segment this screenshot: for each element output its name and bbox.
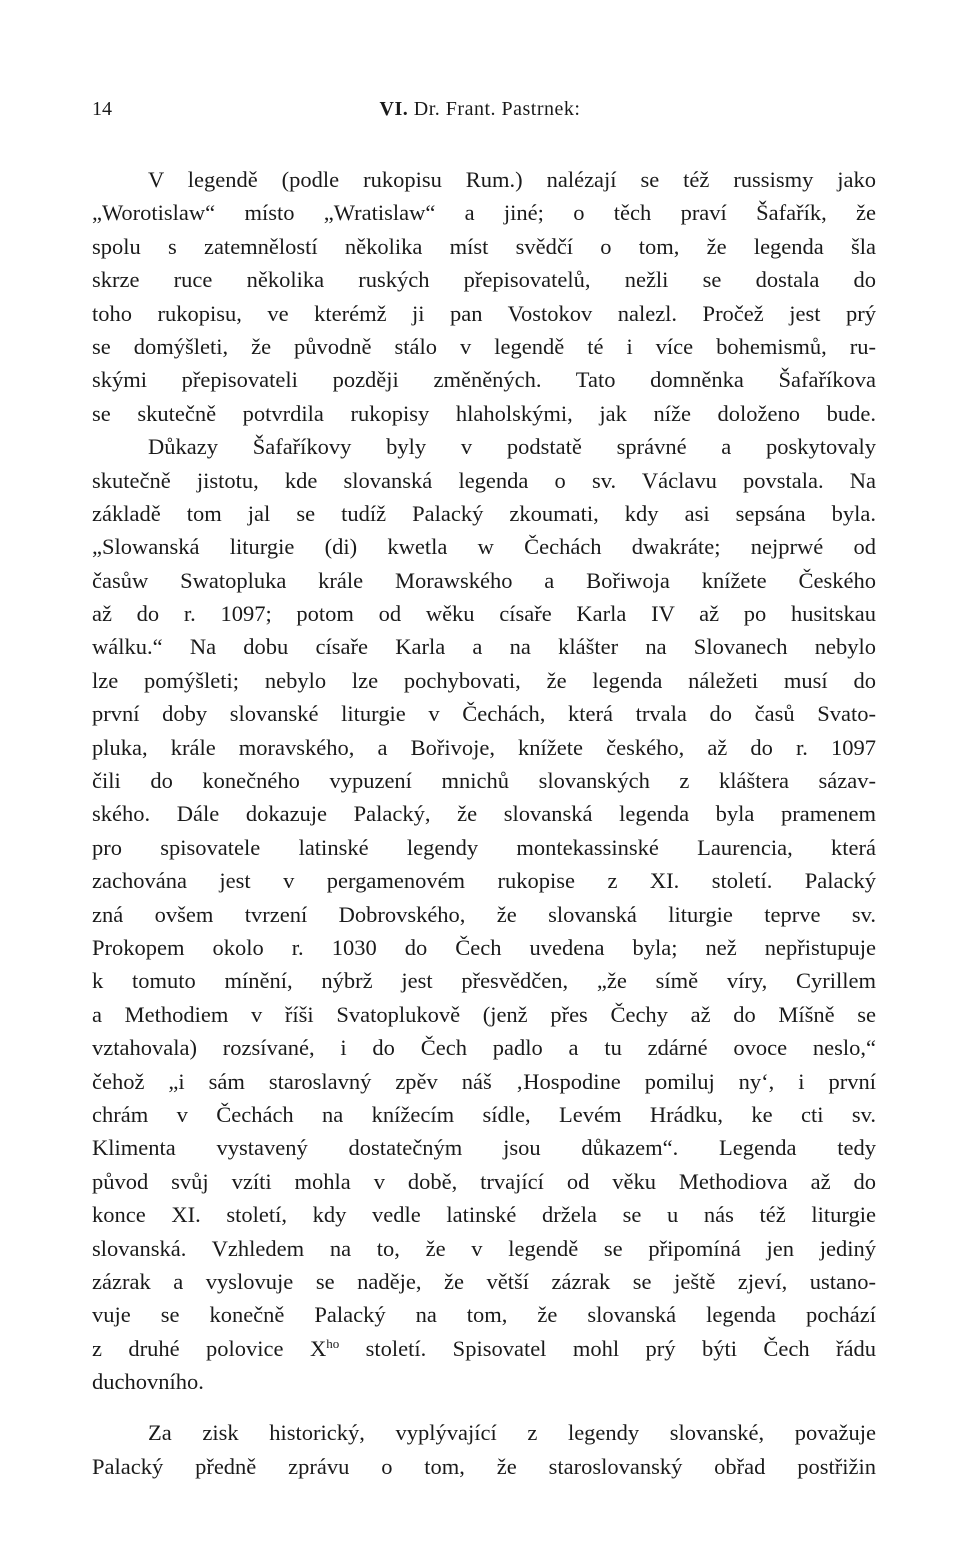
text-line: Palacký předně zprávu o tom, že staroslovanský obřad postřižin bbox=[92, 1453, 876, 1479]
text-line: skrze ruce několika ruských přepisovatelů, nežli se dostala do bbox=[92, 267, 876, 293]
text-line: Za zisk historický, vyplývající z legendy slovanské, považuje bbox=[148, 1420, 876, 1446]
text-line: ského. Dále dokazuje Palacký, že slovanská legenda byla pramenem bbox=[92, 801, 876, 827]
text-line: Prokopem okolo r. 1030 do Čech uvedena byla; než nepřistupuje bbox=[92, 934, 876, 960]
running-head bbox=[92, 98, 868, 121]
text-line: slovanská. Vzhledem na to, že v legendě se připomíná jen jediný bbox=[92, 1235, 876, 1261]
text-line: Klimenta vystavený dostatečným jsou důkazem“. Legenda tedy bbox=[92, 1135, 876, 1161]
body-text bbox=[92, 163, 876, 1483]
section-number: VI. bbox=[379, 98, 409, 120]
text-line: „Slowanská liturgie (di) kwetla w Čechách dwakráte; nejprwé od bbox=[92, 534, 876, 560]
text-line: se skutečně potvrdila rukopisy hlaholskými, jak níže doloženo bude. bbox=[92, 400, 876, 426]
text-line: V legendě (podle rukopisu Rum.) nalézají se též russismy jako bbox=[148, 167, 876, 192]
text-line: duchovního. bbox=[92, 1369, 204, 1395]
text-line: čili do konečného vypuzení mnichů slovanských z kláštera sázav- bbox=[92, 768, 876, 794]
text-line: skými přepisovateli později změněných. Tato domněnka Šafaříkova bbox=[92, 367, 876, 393]
page-header bbox=[92, 98, 868, 126]
text-line: konce XI. století, kdy vedle latinské držela se u nás též liturgie bbox=[92, 1202, 876, 1228]
text-line-with-superscript bbox=[92, 1332, 876, 1365]
text-line: časůw Swatopluka krále Morawského a Bořiwoja knížete Českého bbox=[92, 567, 876, 593]
text-line: vuje se konečně Palacký na tom, že slovanská legenda pochází bbox=[92, 1302, 876, 1328]
text-line: se domýšleti, že původně stálo v legendě té i více bohemismů, ru- bbox=[92, 333, 876, 359]
paragraph-1 bbox=[92, 163, 876, 1398]
text-line: pluka, krále moravského, a Bořivoje, knížete českého, až do r. 1097 bbox=[92, 734, 876, 760]
paragraph-2 bbox=[92, 1416, 876, 1483]
text-line-start: z druhé polovice X bbox=[92, 1335, 327, 1361]
author-name: Dr. Frant. Pastrnek: bbox=[413, 98, 581, 120]
text-line: zachována jest v pergamenovém rukopise z XI. století. Palacký bbox=[92, 868, 876, 894]
text-line: wálku.“ Na dobu císaře Karla a na klášter na Slovanech nebylo bbox=[92, 634, 876, 660]
text-line: k tomuto mínění, nýbrž jest přesvědčen, „že símě víry, Cyrillem bbox=[92, 968, 876, 994]
text-line: základě tom jal se tudíž Palacký zkoumati, kdy asi sepsána byla. bbox=[92, 500, 876, 526]
text-line-end: století. Spisovatel mohl prý býti Čech řádu bbox=[339, 1335, 876, 1361]
paragraph-gap bbox=[92, 1398, 876, 1416]
text-line: zná ovšem tvrzení Dobrovského, že slovanská liturgie teprve sv. bbox=[92, 901, 876, 927]
text-line: první doby slovanské liturgie v Čechách, která trvala do časů Svato- bbox=[92, 701, 876, 727]
text-line: čehož „i sám staroslavný zpěv náš ‚Hospodine pomiluj ny‘, i první bbox=[92, 1068, 876, 1094]
text-line: spolu s zatemnělostí několika míst svědčí o tom, že legenda šla bbox=[92, 233, 876, 259]
page-number: 14 bbox=[92, 98, 112, 120]
text-line: zázrak a vyslovuje se naděje, že větší zázrak se ještě zjeví, ustano- bbox=[92, 1268, 876, 1294]
text-line: „Worotislaw“ místo „Wratislaw“ a jiné; o těch praví Šafařík, že bbox=[92, 200, 876, 226]
text-line: až do r. 1097; potom od wěku císaře Karla IV až po husitskau bbox=[92, 601, 876, 627]
text-line: a Methodiem v říši Svatoplukově (jenž přes Čechy až do Míšně se bbox=[92, 1001, 876, 1027]
text-line: vztahovala) rozsívané, i do Čech padlo a tu zdárné ovoce neslo,“ bbox=[92, 1035, 876, 1061]
text-line: toho rukopisu, ve kterémž ji pan Vostokov nalezl. Pročež jest prý bbox=[92, 300, 876, 326]
text-line: pro spisovatele latinské legendy montekassinské Laurencia, která bbox=[92, 834, 876, 860]
text-line: Důkazy Šafaříkovy byly v podstatě správné a poskytovaly bbox=[148, 434, 876, 460]
text-line: původ svůj vzíti mohla v době, trvající od věku Methodiova až do bbox=[92, 1168, 876, 1194]
text-line: chrám v Čechách na knížecím sídle, Levém Hrádku, ke cti sv. bbox=[92, 1101, 876, 1127]
text-line: lze pomýšleti; nebylo lze pochybovati, že legenda náležeti musí do bbox=[92, 667, 876, 693]
text-line: skutečně jistotu, kde slovanská legenda o sv. Václavu povstala. Na bbox=[92, 467, 876, 493]
superscript-ho: ho bbox=[326, 1335, 340, 1351]
